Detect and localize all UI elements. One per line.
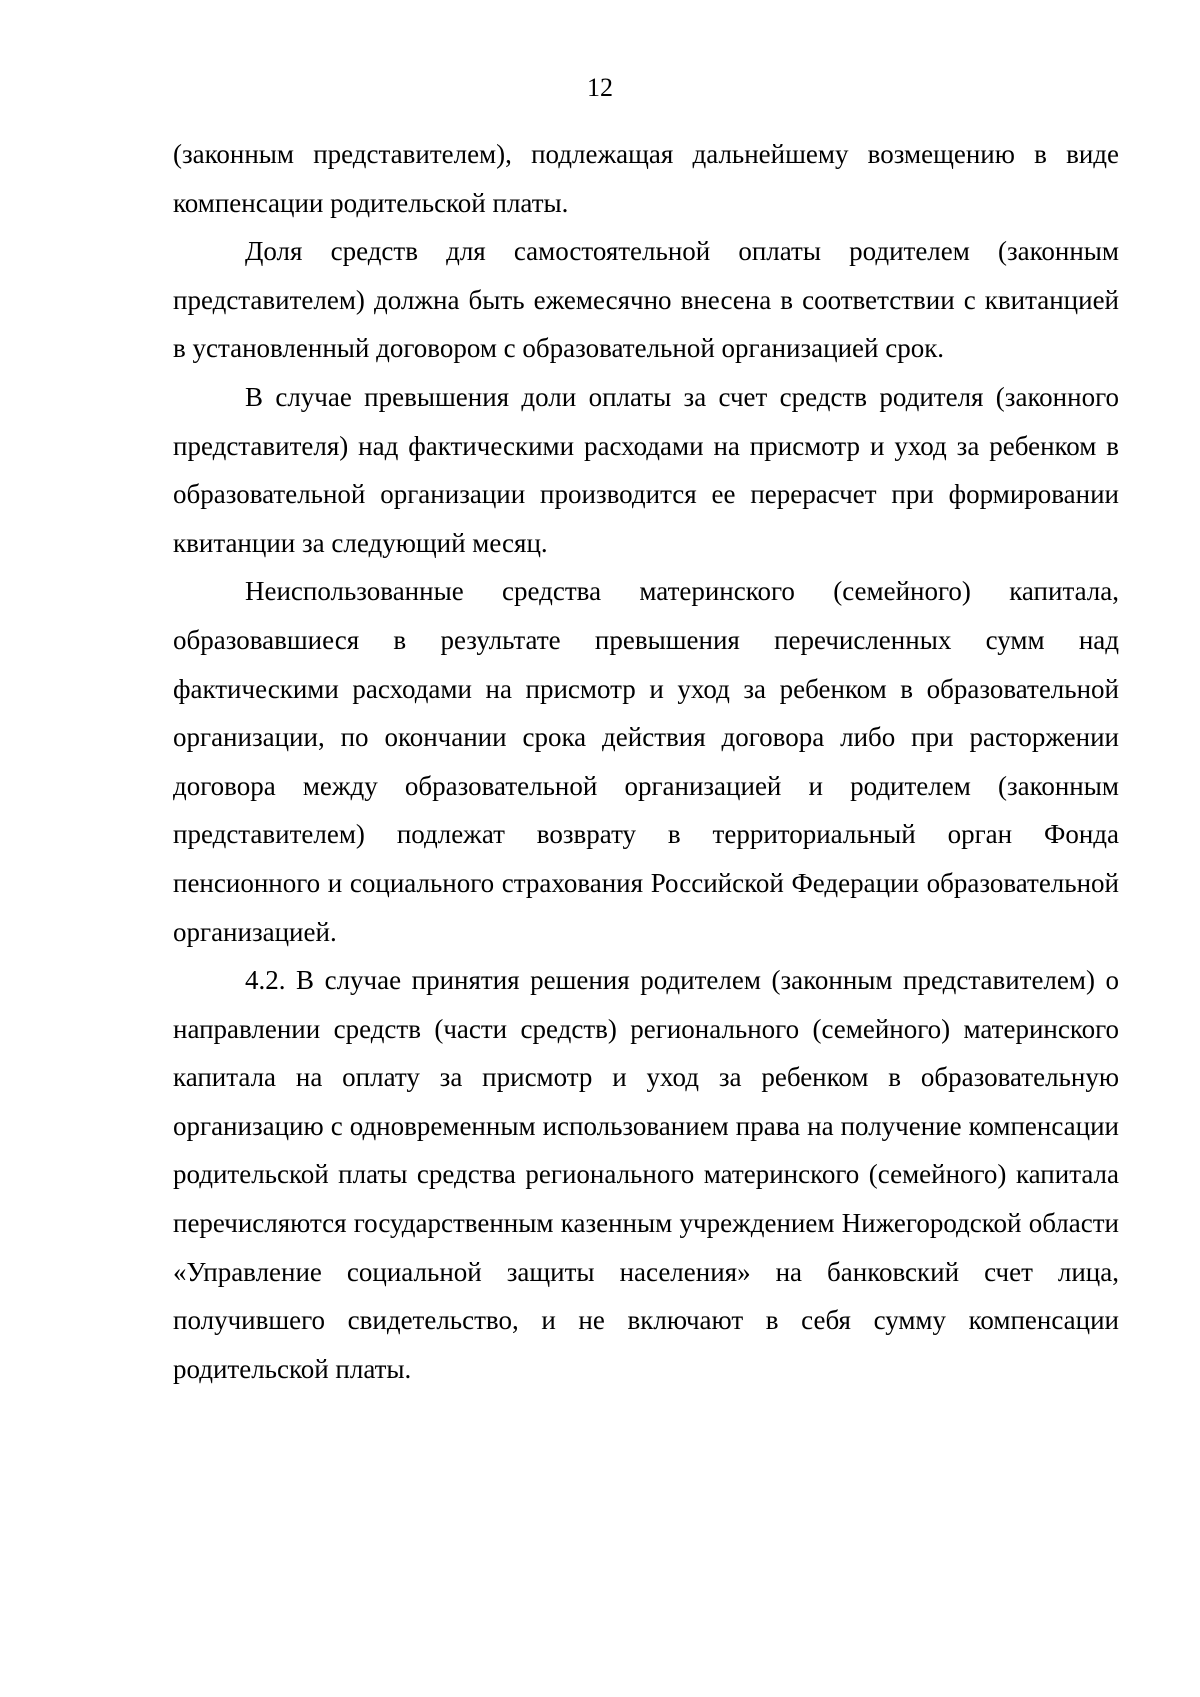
paragraph-continuation: (законным представителем), подлежащая дальнейшему возмещению в виде компенсации родительской платы. (173, 139, 1119, 218)
document-body (173, 130, 1119, 1393)
page-number: 12 (587, 73, 613, 102)
paragraph-4-2: 4.2. В случае принятия решения родителем (законным представителем) о направлении средств (части средств) регионального (семейного) материнского капитала на оплату за присмотр и уход за ребенком в образовательную организацию с одновременным использованием права на получение компенсации родительской платы средства регионального материнского (семейного) капитала перечисляются государственным казенным учреждением Нижегородской области «Управление социальной защиты населения» на банковский счет лица, получившего свидетельство, и не включают в себя сумму компенсации родительской платы. (173, 965, 1119, 1384)
paragraph-unused-funds: Неиспользованные средства материнского (семейного) капитала, образовавшиеся в результате превышения перечисленных сумм над фактическими расходами на присмотр и уход за ребенком в образовательной организации, по окончании срока действия договора либо при расторжении договора между образовательной организацией и родителем (законным представителем) подлежат возврату в территориальный орган Фонда пенсионного и социального страхования Российской Федерации образовательной организацией. (173, 576, 1119, 947)
paragraph-recalculation: В случае превышения доли оплаты за счет средств родителя (законного представителя) над фактическими расходами на присмотр и уход за ребенком в образовательной организации производится ее перерасчет при формировании квитанции за следующий месяц. (173, 381, 1119, 558)
paragraph-self-payment-share: Доля средств для самостоятельной оплаты родителем (законным представителем) должна быть ежемесячно внесена в соответствии с квитанцией в установленный договором с образовательной организацией срок. (173, 236, 1119, 364)
